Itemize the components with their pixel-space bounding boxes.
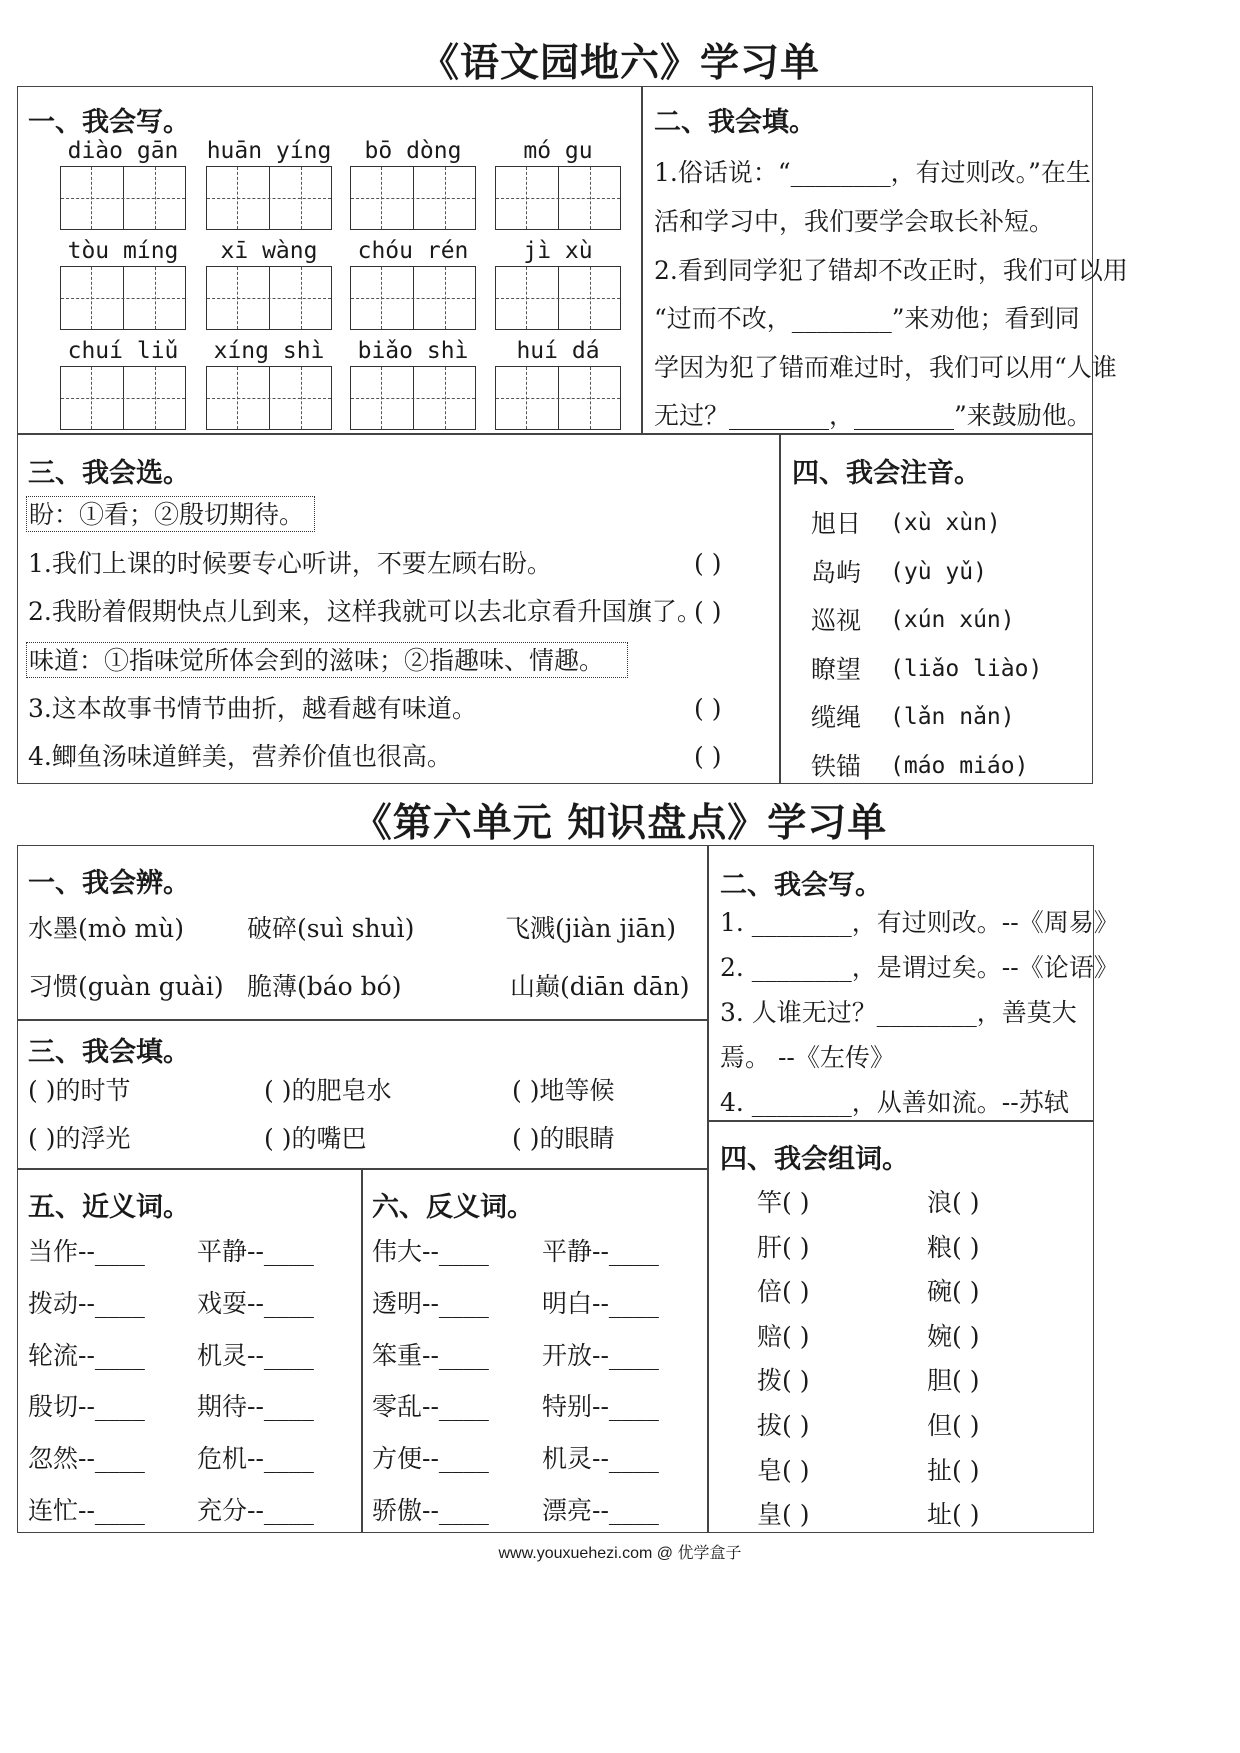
pinyin-label: xī wàng: [220, 238, 318, 264]
tianzige-box[interactable]: [495, 266, 621, 330]
fill-item[interactable]: ( )的肥皂水: [264, 1076, 392, 1105]
tianzige-box[interactable]: [60, 266, 186, 330]
antonym-item[interactable]: 平静--____: [542, 1237, 659, 1266]
k4-heading: 四、我会组词。: [720, 1144, 909, 1175]
s2-line: 学因为犯了错而难过时，我们可以用“人谁: [654, 353, 1117, 382]
s1-heading: 一、我会写。: [28, 107, 190, 138]
footer-watermark: www.youxuehezi.com @ 优学盒子: [498, 1545, 742, 1562]
s2-line: 活和学习中，我们要学会取长补短。: [654, 207, 1055, 236]
zuci-item[interactable]: 竿( ): [757, 1188, 810, 1217]
antonym-item[interactable]: 漂亮--____: [542, 1496, 659, 1525]
answer-paren[interactable]: ( ): [694, 742, 722, 771]
bian-item: 习惯(guàn guài): [28, 972, 224, 1001]
s2-line: 1.俗话说：“________，有过则改。”在生: [654, 158, 1091, 187]
pinyin-label: mó gu: [523, 138, 593, 164]
fill-item[interactable]: ( )的浮光: [28, 1124, 131, 1153]
zuci-item[interactable]: 皇( ): [757, 1500, 810, 1530]
antonym-item[interactable]: 笨重--____: [372, 1340, 489, 1370]
fill-item[interactable]: ( )的眼睛: [512, 1124, 615, 1153]
fill-item[interactable]: ( )的时节: [28, 1076, 131, 1105]
zhuyin-options[interactable]: (máo miáo): [890, 752, 1029, 779]
sheet1-title: 《语文园地六》学习单: [419, 40, 820, 86]
zuci-item[interactable]: 赔( ): [757, 1321, 810, 1351]
definition-weidao: 味道：①指味觉所体会到的滋味；②指趣味、情趣。: [29, 646, 605, 675]
answer-paren[interactable]: ( ): [694, 549, 722, 578]
zhuyin-options[interactable]: (liǎo liào): [890, 655, 1043, 682]
zhuyin-word: 巡视: [811, 606, 862, 635]
pinyin-label: huān yíng: [206, 138, 332, 164]
zuci-item[interactable]: 粮( ): [927, 1232, 980, 1262]
zhuyin-options[interactable]: (xún xún): [890, 607, 1015, 633]
synonym-item[interactable]: 戏耍--____: [197, 1288, 314, 1318]
bian-item: 山巅(diān dān): [510, 972, 690, 1001]
s2-line: 无过？________，________”来鼓励他。: [654, 401, 1092, 430]
pinyin-label: tòu míng: [67, 238, 179, 264]
s4-heading: 四、我会注音。: [792, 458, 981, 489]
zuci-item[interactable]: 倍( ): [757, 1277, 810, 1307]
tianzige-box[interactable]: [206, 166, 332, 230]
antonym-item[interactable]: 机灵--____: [542, 1444, 659, 1474]
tianzige-box[interactable]: [60, 166, 186, 230]
question-3: 3.这本故事书情节曲折，越看越有味道。: [28, 694, 477, 723]
tianzige-box[interactable]: [350, 166, 476, 230]
pinyin-label: xíng shì: [213, 338, 325, 364]
synonym-item[interactable]: 充分--____: [197, 1496, 314, 1525]
zhuyin-word: 旭日: [811, 509, 862, 538]
synonym-item[interactable]: 轮流--____: [28, 1340, 145, 1370]
zhuyin-options[interactable]: (yù yǔ): [890, 558, 987, 585]
synonym-item[interactable]: 平静--____: [197, 1237, 314, 1266]
pinyin-label: chuí liǔ: [67, 338, 179, 364]
s3-heading: 三、我会选。: [28, 458, 190, 489]
pinyin-label: chóu rén: [357, 238, 469, 264]
question-1: 1.我们上课的时候要专心听讲，不要左顾右盼。: [28, 549, 552, 578]
tianzige-box[interactable]: [206, 266, 332, 330]
zuci-item[interactable]: 拨( ): [757, 1366, 810, 1396]
zuci-item[interactable]: 址( ): [927, 1500, 980, 1530]
antonym-item[interactable]: 明白--____: [542, 1288, 659, 1318]
tianzige-box[interactable]: [60, 366, 186, 430]
antonym-item[interactable]: 伟大--____: [372, 1237, 489, 1266]
zuci-item[interactable]: 胆( ): [927, 1366, 980, 1396]
antonym-item[interactable]: 开放--____: [542, 1340, 659, 1370]
synonym-item[interactable]: 拨动--____: [28, 1288, 145, 1318]
synonym-item[interactable]: 当作--____: [28, 1237, 145, 1266]
sheet2-title: 《第六单元 知识盘点》学习单: [352, 800, 888, 846]
synonym-item[interactable]: 机灵--____: [197, 1340, 314, 1370]
zuci-item[interactable]: 扯( ): [927, 1455, 980, 1485]
k2-line: 3. 人谁无过？________，善莫大: [720, 998, 1077, 1027]
k2-line: 焉。 --《左传》: [720, 1043, 895, 1072]
answer-paren[interactable]: ( ): [694, 694, 722, 723]
antonym-item[interactable]: 透明--____: [372, 1288, 489, 1318]
k6-heading: 六、反义词。: [372, 1192, 534, 1223]
s2-heading: 二、我会填。: [654, 107, 816, 138]
k2-heading: 二、我会写。: [720, 870, 882, 901]
zuci-item[interactable]: 皂( ): [757, 1455, 810, 1485]
k3-heading: 三、我会填。: [28, 1037, 190, 1068]
zhuyin-word: 瞭望: [811, 654, 862, 684]
zhuyin-word: 缆绳: [811, 703, 862, 732]
pinyin-label: biǎo shì: [357, 338, 469, 364]
tianzige-box[interactable]: [350, 366, 476, 430]
bian-item: 水墨(mò mù): [28, 914, 185, 943]
definition-pan: 盼：①看；②殷切期待。: [29, 500, 305, 529]
antonym-item[interactable]: 骄傲--____: [372, 1496, 489, 1525]
question-4: 4.鲫鱼汤味道鲜美，营养价值也很高。: [28, 742, 452, 771]
zuci-item[interactable]: 但( ): [927, 1411, 980, 1440]
synonym-item[interactable]: 忽然--____: [28, 1444, 145, 1474]
zhuyin-word: 岛屿: [811, 557, 862, 587]
pinyin-label: huí dá: [516, 338, 600, 364]
question-2: 2.我盼着假期快点儿到来，这样我就可以去北京看升国旗了。: [28, 597, 702, 626]
zuci-item[interactable]: 肝( ): [757, 1232, 810, 1262]
antonym-item[interactable]: 特别--____: [542, 1392, 659, 1422]
tianzige-box[interactable]: [206, 366, 332, 430]
answer-paren[interactable]: ( ): [694, 597, 722, 626]
k2-line: 4. ________，从善如流。--苏轼: [720, 1088, 1069, 1117]
synonym-item[interactable]: 期待--____: [197, 1392, 314, 1422]
antonym-item[interactable]: 方便--____: [372, 1444, 489, 1474]
zuci-item[interactable]: 碗( ): [927, 1277, 980, 1307]
zhuyin-options[interactable]: (xù xùn): [890, 510, 1001, 536]
pinyin-label: diào gān: [67, 138, 179, 164]
zhuyin-options[interactable]: (lǎn nǎn): [890, 704, 1015, 730]
synonym-item[interactable]: 危机--____: [197, 1444, 314, 1474]
k1-heading: 一、我会辨。: [28, 868, 190, 899]
zhuyin-word: 铁锚: [811, 751, 862, 781]
s2-line: 2.看到同学犯了错却不改正时，我们可以用: [654, 256, 1128, 285]
s2-line: “过而不改，________”来劝他；看到同: [654, 304, 1080, 333]
tianzige-box[interactable]: [350, 266, 476, 330]
fill-item[interactable]: ( )的嘴巴: [264, 1124, 367, 1153]
synonym-item[interactable]: 连忙--____: [28, 1496, 145, 1525]
bian-item: 脆薄(báo bó): [247, 972, 402, 1001]
k2-line: 1. ________，有过则改。--《周易》: [720, 908, 1119, 937]
zuci-item[interactable]: 拔( ): [757, 1411, 810, 1440]
bian-item: 飞溅(jiàn jiān): [505, 914, 676, 943]
zuci-item[interactable]: 浪( ): [927, 1188, 980, 1217]
pinyin-label: jì xù: [523, 238, 593, 264]
k5-heading: 五、近义词。: [28, 1192, 190, 1223]
bian-item: 破碎(suì shuì): [247, 914, 415, 943]
tianzige-box[interactable]: [495, 166, 621, 230]
antonym-item[interactable]: 零乱--____: [372, 1392, 489, 1422]
fill-item[interactable]: ( )地等候: [512, 1076, 615, 1105]
synonym-item[interactable]: 殷切--____: [28, 1392, 145, 1422]
k2-line: 2. ________，是谓过矣。--《论语》: [720, 953, 1119, 982]
pinyin-label: bō dòng: [364, 138, 462, 164]
zuci-item[interactable]: 婉( ): [927, 1321, 980, 1351]
tianzige-box[interactable]: [495, 366, 621, 430]
